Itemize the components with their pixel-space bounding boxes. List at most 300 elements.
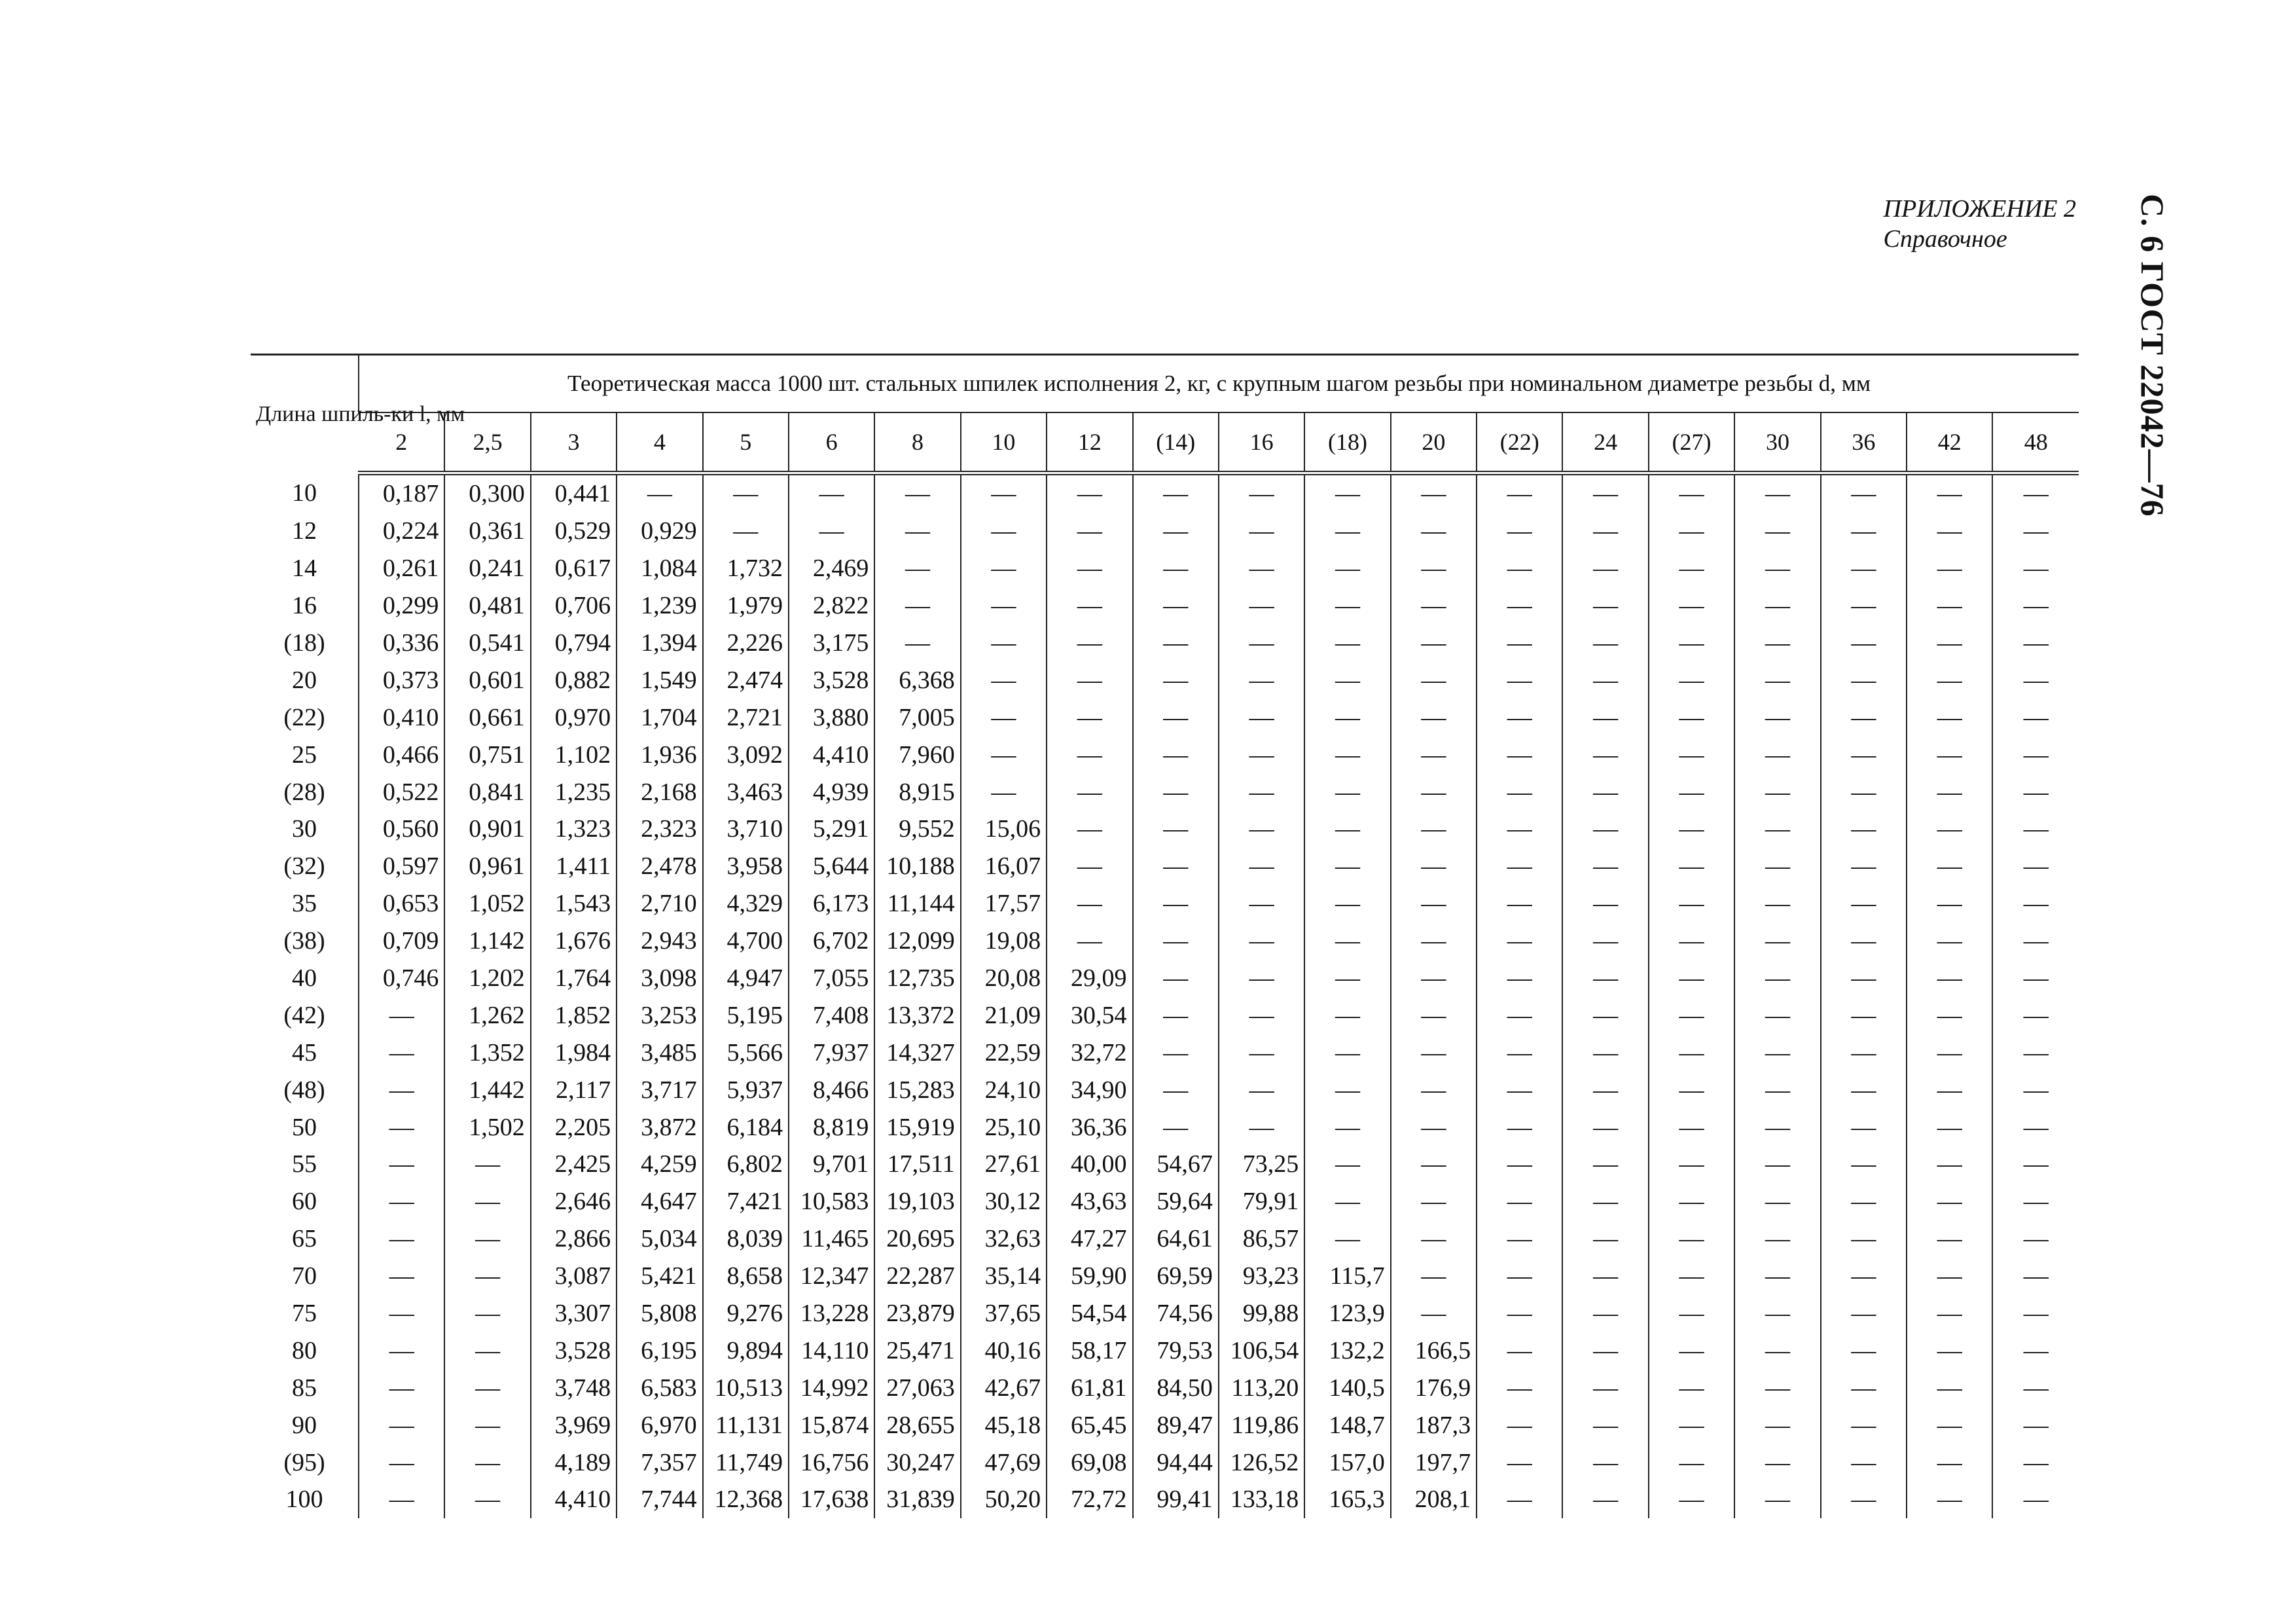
mass-cell: 7,937 (789, 1034, 874, 1071)
mass-cell: 74,56 (1133, 1295, 1219, 1332)
mass-cell: — (359, 1369, 444, 1406)
mass-cell: 73,25 (1219, 1146, 1304, 1183)
mass-cell: 0,300 (444, 473, 530, 513)
mass-cell: 20,695 (874, 1220, 960, 1258)
mass-cell: — (1562, 1146, 1648, 1183)
table-row (251, 736, 2079, 773)
mass-cell: — (1992, 1369, 2079, 1406)
mass-cell: 15,283 (874, 1071, 960, 1108)
mass-cell: — (1477, 1332, 1562, 1369)
mass-cell: — (1047, 587, 1132, 625)
mass-cell: — (1304, 473, 1390, 513)
stud-length-cell: (38) (283, 927, 325, 955)
mass-cell: 0,901 (444, 811, 530, 848)
mass-cell: 54,54 (1047, 1295, 1132, 1332)
mass-cell: — (1734, 922, 1820, 960)
table-row (251, 661, 2079, 699)
mass-cell: — (359, 996, 444, 1034)
mass-cell: 2,205 (531, 1108, 617, 1146)
mass-cell: — (1391, 587, 1477, 625)
mass-cell: 0,601 (444, 661, 530, 699)
mass-cell: — (1734, 1369, 1820, 1406)
mass-cell: 24,10 (961, 1071, 1047, 1108)
mass-cell: — (1304, 885, 1390, 922)
mass-cell: — (1477, 848, 1562, 885)
mass-cell: — (444, 1258, 530, 1295)
mass-cell: — (1047, 513, 1132, 550)
mass-cell: 17,511 (874, 1146, 960, 1183)
mass-cell: 94,44 (1133, 1444, 1219, 1481)
mass-cell: 40,00 (1047, 1146, 1132, 1183)
mass-cell: 20,08 (961, 960, 1047, 997)
stud-length-cell: (22) (283, 703, 325, 731)
mass-cell: — (444, 1146, 530, 1183)
mass-cell: — (1219, 960, 1304, 997)
mass-cell: 0,661 (444, 699, 530, 736)
diameter-header: 16 (1219, 412, 1304, 473)
mass-cell: — (1219, 550, 1304, 587)
mass-cell: — (1304, 1146, 1390, 1183)
mass-cell: — (1391, 922, 1477, 960)
mass-cell: — (1734, 1034, 1820, 1071)
mass-cell: 30,247 (874, 1444, 960, 1481)
mass-cell: — (1649, 473, 1734, 513)
mass-cell: — (1649, 1332, 1734, 1369)
mass-cell: 0,410 (359, 699, 444, 736)
mass-cell: 2,710 (617, 885, 702, 922)
mass-cell: — (1649, 1146, 1734, 1183)
mass-cell: 8,039 (703, 1220, 789, 1258)
mass-cell: — (1907, 1183, 1992, 1220)
mass-cell: — (874, 473, 960, 513)
mass-cell: 3,958 (703, 848, 789, 885)
mass-cell: — (1992, 473, 2079, 513)
mass-cell: 1,239 (617, 587, 702, 625)
mass-cell: — (1649, 1406, 1734, 1444)
mass-cell: — (1219, 587, 1304, 625)
table-row (251, 960, 2079, 997)
mass-cell: — (1649, 996, 1734, 1034)
stud-length-cell: 30 (292, 815, 317, 843)
diameter-header: 30 (1734, 412, 1820, 473)
mass-cell: 5,421 (617, 1258, 702, 1295)
mass-cell: — (1219, 811, 1304, 848)
mass-cell: — (1649, 1295, 1734, 1332)
mass-cell: — (1821, 699, 1907, 736)
mass-cell: 79,53 (1133, 1332, 1219, 1369)
mass-cell: 7,408 (789, 996, 874, 1034)
mass-cell: — (1133, 922, 1219, 960)
mass-cell: — (1649, 699, 1734, 736)
mass-cell: — (1219, 1071, 1304, 1108)
mass-cell: — (1477, 996, 1562, 1034)
stud-length-cell: 45 (292, 1038, 317, 1067)
mass-cell: 89,47 (1133, 1406, 1219, 1444)
mass-cell: 0,299 (359, 587, 444, 625)
table-row (251, 1258, 2079, 1295)
mass-cell: — (1649, 922, 1734, 960)
mass-cell: 8,466 (789, 1071, 874, 1108)
mass-cell: 6,368 (874, 661, 960, 699)
stud-length-cell: 40 (292, 964, 317, 993)
diameter-header: (18) (1304, 412, 1390, 473)
mass-cell: 0,653 (359, 885, 444, 922)
mass-cell: — (1477, 1406, 1562, 1444)
table-row (251, 1444, 2079, 1481)
mass-cell: 16,07 (961, 848, 1047, 885)
mass-cell: 2,721 (703, 699, 789, 736)
mass-cell: — (1219, 736, 1304, 773)
mass-cell: — (1907, 1258, 1992, 1295)
mass-cell: — (703, 513, 789, 550)
mass-cell: — (1734, 661, 1820, 699)
mass-cell: 3,872 (617, 1108, 702, 1146)
stud-length-cell: 14 (292, 555, 317, 583)
mass-cell: — (961, 550, 1047, 587)
mass-cell: 2,168 (617, 773, 702, 811)
table-row (251, 1034, 2079, 1071)
stud-length-cell: 50 (292, 1113, 317, 1141)
mass-cell: — (1477, 625, 1562, 662)
mass-cell: 15,919 (874, 1108, 960, 1146)
mass-cell: — (1304, 1071, 1390, 1108)
mass-cell: — (1304, 996, 1390, 1034)
mass-cell: — (1047, 661, 1132, 699)
mass-cell: 7,055 (789, 960, 874, 997)
mass-cell: — (1391, 699, 1477, 736)
mass-cell: — (359, 1146, 444, 1183)
mass-cell: — (1907, 550, 1992, 587)
mass-cell: 1,852 (531, 996, 617, 1034)
mass-cell: — (1821, 661, 1907, 699)
stud-length-cell: 60 (292, 1188, 317, 1216)
mass-cell: 0,466 (359, 736, 444, 773)
mass-cell: — (1649, 960, 1734, 997)
mass-cell: — (1992, 625, 2079, 662)
mass-cell: 13,372 (874, 996, 960, 1034)
mass-cell: — (1133, 699, 1219, 736)
mass-cell: 93,23 (1219, 1258, 1304, 1295)
mass-cell: — (1391, 473, 1477, 513)
table-row (251, 1071, 2079, 1108)
mass-cell: 21,09 (961, 996, 1047, 1034)
mass-cell: 6,702 (789, 922, 874, 960)
mass-cell: 84,50 (1133, 1369, 1219, 1406)
mass-cell: — (1219, 773, 1304, 811)
mass-cell: — (359, 1444, 444, 1481)
mass-cell: 86,57 (1219, 1220, 1304, 1258)
mass-cell: — (1562, 513, 1648, 550)
mass-cell: — (1562, 996, 1648, 1034)
mass-cell: — (1219, 1034, 1304, 1071)
mass-cell: — (1734, 473, 1820, 513)
mass-cell: — (1907, 1146, 1992, 1183)
table-row (251, 1146, 2079, 1183)
mass-cell: — (1304, 960, 1390, 997)
mass-cell: — (1133, 848, 1219, 885)
mass-cell: 3,717 (617, 1071, 702, 1108)
table-row (251, 587, 2079, 625)
mass-cell: 8,658 (703, 1258, 789, 1295)
mass-cell: — (961, 773, 1047, 811)
mass-cell: 1,543 (531, 885, 617, 922)
mass-cell: — (1649, 848, 1734, 885)
mass-cell: — (1477, 1183, 1562, 1220)
stud-length-cell: 35 (292, 890, 317, 918)
mass-cell: — (1821, 1258, 1907, 1295)
mass-cell: — (1649, 1108, 1734, 1146)
mass-cell: 22,287 (874, 1258, 960, 1295)
mass-cell: — (1047, 773, 1132, 811)
mass-cell: — (1907, 1071, 1992, 1108)
mass-cell: — (1992, 1295, 2079, 1332)
mass-cell: — (1821, 1369, 1907, 1406)
mass-cell: — (1477, 1108, 1562, 1146)
mass-cell: — (1649, 1034, 1734, 1071)
mass-cell: 1,323 (531, 811, 617, 848)
mass-cell: — (961, 513, 1047, 550)
mass-cell: — (1391, 1034, 1477, 1071)
mass-cell: 5,566 (703, 1034, 789, 1071)
mass-cell: — (1477, 736, 1562, 773)
stud-length-cell: 85 (292, 1374, 317, 1402)
length-column-header: Длина шпиль-ки l, мм (251, 355, 359, 473)
mass-cell: — (1133, 473, 1219, 513)
mass-cell: — (359, 1071, 444, 1108)
mass-cell: 14,327 (874, 1034, 960, 1071)
table-row (251, 1183, 2079, 1220)
mass-cell: — (359, 1481, 444, 1518)
mass-cell: — (1477, 661, 1562, 699)
mass-cell: — (961, 473, 1047, 513)
mass-cell: 0,529 (531, 513, 617, 550)
mass-cell: — (1734, 1108, 1820, 1146)
mass-cell: — (1391, 848, 1477, 885)
mass-cell: — (359, 1108, 444, 1146)
mass-cell: 12,099 (874, 922, 960, 960)
mass-cell: — (1992, 1220, 2079, 1258)
mass-cell: — (1562, 1481, 1648, 1518)
mass-cell: — (1391, 1183, 1477, 1220)
mass-cell: — (1907, 587, 1992, 625)
stud-length-cell: (32) (283, 852, 325, 881)
mass-cell: — (1821, 1406, 1907, 1444)
mass-cell: — (1562, 1369, 1648, 1406)
mass-cell: 30,12 (961, 1183, 1047, 1220)
mass-cell: — (1734, 1481, 1820, 1518)
table-row (251, 996, 2079, 1034)
mass-cell: 15,874 (789, 1406, 874, 1444)
mass-cell: — (1821, 960, 1907, 997)
diameter-header: 12 (1047, 412, 1132, 473)
mass-cell: — (1992, 736, 2079, 773)
mass-cell: — (1047, 885, 1132, 922)
mass-cell: — (961, 587, 1047, 625)
mass-cell: 11,465 (789, 1220, 874, 1258)
mass-cell: — (1562, 1258, 1648, 1295)
mass-cell: 10,188 (874, 848, 960, 885)
mass-cell: 7,421 (703, 1183, 789, 1220)
mass-cell: — (1992, 1444, 2079, 1481)
mass-cell: — (1992, 1258, 2079, 1295)
mass-cell: — (1133, 550, 1219, 587)
mass-cell: — (1907, 1444, 1992, 1481)
mass-cell: 2,469 (789, 550, 874, 587)
mass-cell: — (1391, 1295, 1477, 1332)
mass-cell: 0,746 (359, 960, 444, 997)
mass-cell: — (1562, 661, 1648, 699)
mass-cell: — (1821, 473, 1907, 513)
diameter-header: 48 (1992, 412, 2079, 473)
mass-cell: 1,262 (444, 996, 530, 1034)
mass-cell: 12,347 (789, 1258, 874, 1295)
mass-cell: 106,54 (1219, 1332, 1304, 1369)
mass-cell: — (1907, 848, 1992, 885)
mass-cell: — (1907, 736, 1992, 773)
table-row (251, 625, 2079, 662)
table-row (251, 922, 2079, 960)
mass-cell: — (1907, 661, 1992, 699)
mass-cell: — (961, 736, 1047, 773)
mass-cell: 4,647 (617, 1183, 702, 1220)
mass-cell: — (444, 1406, 530, 1444)
mass-cell: — (1992, 699, 2079, 736)
mass-cell: 1,676 (531, 922, 617, 960)
mass-cell: 133,18 (1219, 1481, 1304, 1518)
mass-cell: 5,937 (703, 1071, 789, 1108)
mass-cell: 2,646 (531, 1183, 617, 1220)
mass-cell: 5,034 (617, 1220, 702, 1258)
mass-cell: — (1907, 811, 1992, 848)
mass-cell: — (1047, 699, 1132, 736)
stud-length-cell: 75 (292, 1300, 317, 1328)
mass-cell: 2,226 (703, 625, 789, 662)
mass-cell: 9,894 (703, 1332, 789, 1369)
mass-cell: — (1562, 1332, 1648, 1369)
mass-cell: 0,882 (531, 661, 617, 699)
mass-cell: — (1821, 1183, 1907, 1220)
mass-cell: — (1734, 736, 1820, 773)
mass-cell: 0,522 (359, 773, 444, 811)
mass-cell: — (1391, 625, 1477, 662)
mass-cell: — (1992, 1406, 2079, 1444)
mass-cell: — (1734, 1258, 1820, 1295)
mass-cell: — (1304, 699, 1390, 736)
table-row (251, 1406, 2079, 1444)
mass-cell: 7,357 (617, 1444, 702, 1481)
mass-cell: 2,822 (789, 587, 874, 625)
mass-cell: — (1649, 1220, 1734, 1258)
mass-cell: — (1219, 885, 1304, 922)
mass-cell: 0,751 (444, 736, 530, 773)
mass-cell: — (1562, 1220, 1648, 1258)
mass-cell: 45,18 (961, 1406, 1047, 1444)
mass-cell: 8,915 (874, 773, 960, 811)
mass-cell: — (1304, 550, 1390, 587)
mass-cell: — (1992, 1183, 2079, 1220)
mass-cell: 113,20 (1219, 1369, 1304, 1406)
mass-cell: — (1992, 996, 2079, 1034)
mass-cell: 9,701 (789, 1146, 874, 1183)
mass-cell: — (359, 1406, 444, 1444)
mass-cell: — (1992, 1071, 2079, 1108)
mass-cell: — (1734, 513, 1820, 550)
mass-cell: 11,131 (703, 1406, 789, 1444)
mass-cell: — (1907, 473, 1992, 513)
mass-cell: — (1821, 1481, 1907, 1518)
mass-cell: — (1821, 625, 1907, 662)
stud-length-cell: 65 (292, 1225, 317, 1253)
stud-length-cell: 70 (292, 1262, 317, 1290)
mass-cell: 0,961 (444, 848, 530, 885)
mass-cell: — (1391, 811, 1477, 848)
mass-cell: 10,513 (703, 1369, 789, 1406)
mass-cell: — (1304, 1220, 1390, 1258)
mass-cell: — (1562, 550, 1648, 587)
mass-cell: — (444, 1295, 530, 1332)
mass-cell: — (1562, 885, 1648, 922)
mass-cell: — (1992, 513, 2079, 550)
diameter-header: (14) (1133, 412, 1219, 473)
mass-cell: — (1734, 1220, 1820, 1258)
mass-cell: — (1304, 513, 1390, 550)
mass-cell: 176,9 (1391, 1369, 1477, 1406)
mass-cell: — (1391, 513, 1477, 550)
mass-cell: 6,195 (617, 1332, 702, 1369)
mass-cell: — (1907, 1481, 1992, 1518)
mass-cell: — (1391, 1071, 1477, 1108)
mass-cell: — (1907, 996, 1992, 1034)
mass-cell: 11,144 (874, 885, 960, 922)
mass-cell: — (1992, 848, 2079, 885)
mass-cell: 165,3 (1304, 1481, 1390, 1518)
mass-cell: — (1047, 811, 1132, 848)
mass-cell: 3,092 (703, 736, 789, 773)
mass-cell: — (1477, 473, 1562, 513)
mass-cell: — (1477, 1295, 1562, 1332)
mass-cell: 148,7 (1304, 1406, 1390, 1444)
table-row (251, 1108, 2079, 1146)
mass-cell: 4,410 (789, 736, 874, 773)
mass-cell: — (1477, 1481, 1562, 1518)
mass-cell: — (1649, 1481, 1734, 1518)
mass-cell: 0,597 (359, 848, 444, 885)
mass-cell: — (1907, 513, 1992, 550)
mass-cell: — (1047, 736, 1132, 773)
diameter-header: 36 (1821, 412, 1907, 473)
mass-cell: 47,27 (1047, 1220, 1132, 1258)
table-row (251, 1369, 2079, 1406)
mass-cell: — (1562, 736, 1648, 773)
mass-cell: 12,368 (703, 1481, 789, 1518)
table-row (251, 885, 2079, 922)
mass-cell: — (789, 513, 874, 550)
mass-cell: 0,373 (359, 661, 444, 699)
mass-cell: 3,748 (531, 1369, 617, 1406)
mass-cell: — (444, 1332, 530, 1369)
mass-cell: — (1821, 1444, 1907, 1481)
mass-cell: 14,110 (789, 1332, 874, 1369)
mass-cell: 140,5 (1304, 1369, 1390, 1406)
mass-cell: 197,7 (1391, 1444, 1477, 1481)
mass-cell: — (1304, 773, 1390, 811)
mass-cell: 40,16 (961, 1332, 1047, 1369)
mass-cell: — (1562, 1406, 1648, 1444)
mass-cell: — (1821, 736, 1907, 773)
mass-cell: — (1562, 473, 1648, 513)
mass-cell: — (1734, 625, 1820, 662)
mass-cell: — (1992, 1146, 2079, 1183)
